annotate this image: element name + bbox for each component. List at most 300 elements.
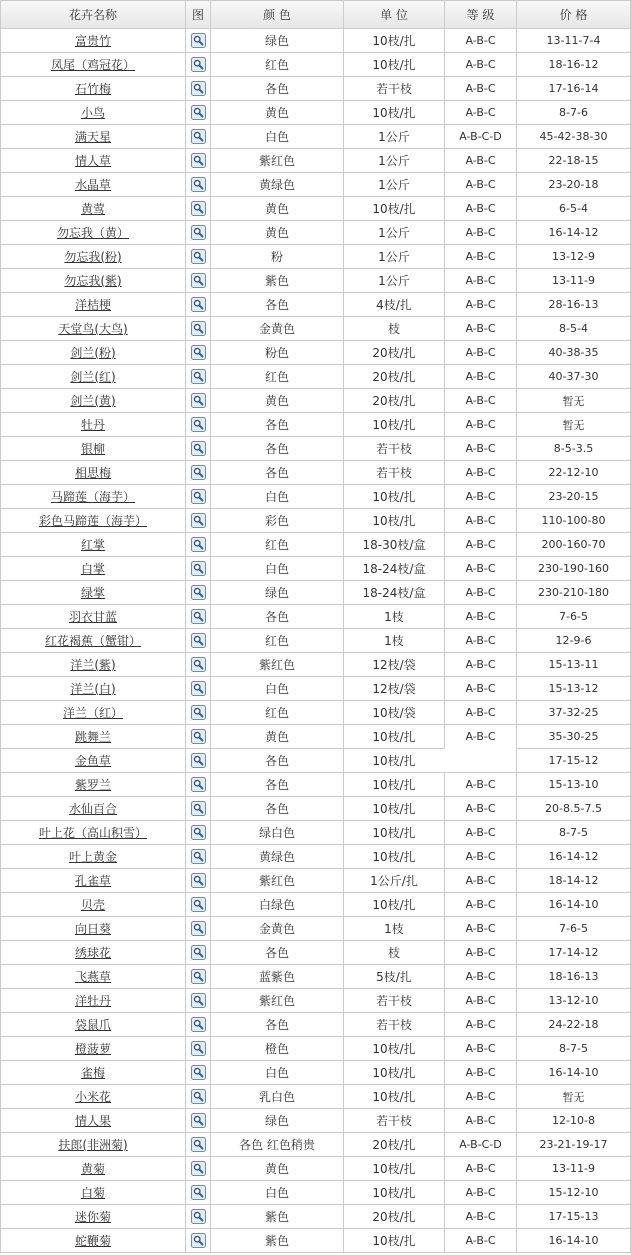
color-cell: 黄色 [211, 1157, 344, 1181]
grade-cell: A-B-C [445, 293, 517, 317]
color-cell: 白色 [211, 557, 344, 581]
flower-name-link[interactable]: 牡丹 [80, 418, 105, 432]
table-row [1, 269, 631, 293]
color-cell: 绿白色 [211, 821, 344, 845]
magnifier-icon[interactable] [191, 225, 206, 240]
color-cell: 红色 [211, 701, 344, 725]
flower-name-link[interactable]: 情人果 [74, 1114, 111, 1128]
unit-cell: 1公斤 [344, 221, 445, 245]
flower-name-link[interactable]: 向日葵 [74, 922, 111, 936]
table-row [1, 149, 631, 173]
unit-cell: 1公斤 [344, 125, 445, 149]
picture-cell [186, 605, 211, 629]
grade-cell: A-B-C [445, 149, 517, 173]
color-cell: 白色 [211, 125, 344, 149]
price-cell: 22-12-10 [517, 461, 631, 485]
unit-cell: 12枝/袋 [344, 653, 445, 677]
grade-cell: A-B-C [445, 1061, 517, 1085]
picture-cell [186, 773, 211, 797]
magnifier-icon[interactable] [191, 201, 206, 216]
flower-name-link[interactable]: 洋兰（红） [62, 706, 123, 720]
flower-name-link[interactable]: 彩色马蹄莲（海芋） [38, 514, 147, 528]
unit-cell: 10枝/扎 [344, 53, 445, 77]
flower-name-link[interactable]: 跳舞兰 [74, 730, 111, 744]
magnifier-icon[interactable] [191, 753, 206, 768]
flower-name-link[interactable]: 白菊 [80, 1186, 105, 1200]
flower-name-link[interactable]: 剑兰(红) [70, 370, 116, 384]
table-row [1, 917, 631, 941]
picture-cell [186, 317, 211, 341]
picture-cell [186, 269, 211, 293]
flower-name-cell [1, 1037, 186, 1061]
flower-name-cell [1, 989, 186, 1013]
grade-cell: A-B-C [445, 197, 517, 221]
picture-cell [186, 29, 211, 53]
picture-cell [186, 581, 211, 605]
flower-name-link[interactable]: 贝壳 [80, 898, 105, 912]
magnifier-icon[interactable] [191, 609, 206, 624]
picture-cell [186, 485, 211, 509]
magnifier-icon[interactable] [191, 369, 206, 384]
price-cell: 8-7-6 [517, 101, 631, 125]
magnifier-icon[interactable] [191, 249, 206, 264]
table-row [1, 677, 631, 701]
table-row [1, 245, 631, 269]
magnifier-icon[interactable] [191, 945, 206, 960]
magnifier-icon[interactable] [191, 129, 206, 144]
unit-cell: 20枝/扎 [344, 389, 445, 413]
price-cell: 22-18-15 [517, 149, 631, 173]
flower-name-cell [1, 941, 186, 965]
flower-name-link[interactable]: 红掌 [80, 538, 105, 552]
flower-name-link[interactable]: 马蹄莲（海芋） [50, 490, 135, 504]
flower-name-cell [1, 149, 186, 173]
magnifier-icon[interactable] [191, 1065, 206, 1080]
picture-cell [186, 173, 211, 197]
flower-name-link[interactable]: 洋牡丹 [74, 994, 111, 1008]
flower-name-link[interactable]: 孔雀草 [74, 874, 111, 888]
price-cell: 8-7-5 [517, 821, 631, 845]
price-cell: 40-37-30 [517, 365, 631, 389]
picture-cell [186, 533, 211, 557]
magnifier-icon[interactable] [191, 777, 206, 792]
flower-name-cell [1, 1061, 186, 1085]
magnifier-icon[interactable] [191, 489, 206, 504]
price-cell: 13-11-7-4 [517, 29, 631, 53]
color-cell: 红色 [211, 53, 344, 77]
table-row [1, 941, 631, 965]
price-cell: 230-210-180 [517, 581, 631, 605]
grade-cell [445, 749, 517, 773]
unit-cell: 枝 [344, 317, 445, 341]
grade-cell: A-B-C [445, 1205, 517, 1229]
grade-cell: A-B-C [445, 1229, 517, 1253]
price-cell: 40-38-35 [517, 341, 631, 365]
flower-name-cell [1, 293, 186, 317]
magnifier-icon[interactable] [191, 105, 206, 120]
flower-name-cell [1, 749, 186, 773]
color-cell: 黄色 [211, 197, 344, 221]
unit-cell: 10枝/扎 [344, 845, 445, 869]
grade-cell: A-B-C [445, 989, 517, 1013]
picture-cell [186, 797, 211, 821]
flower-name-link[interactable]: 小米花 [74, 1090, 111, 1104]
picture-cell [186, 1157, 211, 1181]
flower-name-link[interactable]: 黄菊 [80, 1162, 105, 1176]
magnifier-icon[interactable] [191, 561, 206, 576]
flower-name-link[interactable]: 剑兰(黄) [70, 394, 116, 408]
flower-name-link[interactable]: 情人草 [74, 154, 111, 168]
price-cell: 15-13-12 [517, 677, 631, 701]
color-cell: 各色 [211, 77, 344, 101]
color-cell: 乳白色 [211, 1085, 344, 1109]
grade-cell: A-B-C [445, 605, 517, 629]
table-row [1, 317, 631, 341]
magnifier-icon[interactable] [191, 585, 206, 600]
flower-name-link[interactable]: 小鸟 [80, 106, 105, 120]
flower-name-link[interactable]: 洋兰(紫) [70, 658, 116, 672]
magnifier-icon[interactable] [191, 825, 206, 840]
price-cell: 17-14-12 [517, 941, 631, 965]
unit-cell: 枝 [344, 941, 445, 965]
magnifier-icon[interactable] [191, 537, 206, 552]
flower-name-link[interactable]: 叶上花（高山积雪） [38, 826, 147, 840]
flower-name-link[interactable]: 羽衣甘蓝 [68, 610, 117, 624]
grade-cell: A-B-C [445, 1037, 517, 1061]
flower-name-cell [1, 53, 186, 77]
price-cell: 16-14-10 [517, 1061, 631, 1085]
magnifier-icon[interactable] [191, 345, 206, 360]
grade-cell: A-B-C [445, 581, 517, 605]
magnifier-icon[interactable] [191, 873, 206, 888]
grade-cell: A-B-C [445, 389, 517, 413]
grade-cell: A-B-C-D [445, 125, 517, 149]
price-cell: 18-16-13 [517, 965, 631, 989]
unit-cell: 10枝/扎 [344, 1181, 445, 1205]
flower-name-link[interactable]: 金鱼草 [74, 754, 111, 768]
unit-cell: 20枝/扎 [344, 365, 445, 389]
flower-name-link[interactable]: 飞燕草 [74, 970, 111, 984]
unit-cell: 10枝/扎 [344, 485, 445, 509]
color-cell: 黄色 [211, 389, 344, 413]
unit-cell: 10枝/袋 [344, 701, 445, 725]
magnifier-icon[interactable] [191, 849, 206, 864]
magnifier-icon[interactable] [191, 657, 206, 672]
table-row [1, 869, 631, 893]
magnifier-icon[interactable] [191, 1113, 206, 1128]
table-row [1, 461, 631, 485]
table-row [1, 845, 631, 869]
grade-cell: A-B-C [445, 413, 517, 437]
unit-cell: 1枝 [344, 917, 445, 941]
picture-cell [186, 821, 211, 845]
picture-cell [186, 941, 211, 965]
picture-cell [186, 1013, 211, 1037]
magnifier-icon[interactable] [191, 1089, 206, 1104]
picture-cell [186, 653, 211, 677]
magnifier-icon[interactable] [191, 1041, 206, 1056]
grade-cell: A-B-C [445, 437, 517, 461]
table-row [1, 197, 631, 221]
magnifier-icon[interactable] [191, 1137, 206, 1152]
flower-name-link[interactable]: 满天星 [74, 130, 111, 144]
picture-cell [186, 245, 211, 269]
magnifier-icon[interactable] [191, 81, 206, 96]
flower-name-link[interactable]: 银柳 [80, 442, 105, 456]
flower-name-link[interactable]: 勿忘我(粉) [64, 250, 122, 264]
table-row [1, 629, 631, 653]
magnifier-icon[interactable] [191, 897, 206, 912]
unit-cell: 18-24枝/盒 [344, 581, 445, 605]
magnifier-icon[interactable] [191, 417, 206, 432]
flower-name-link[interactable]: 天堂鸟(大鸟) [58, 322, 128, 336]
magnifier-icon[interactable] [191, 393, 206, 408]
table-body [1, 29, 631, 1253]
flower-name-link[interactable]: 雀梅 [80, 1066, 105, 1080]
magnifier-icon[interactable] [191, 33, 206, 48]
picture-cell [186, 221, 211, 245]
grade-cell: A-B-C [445, 461, 517, 485]
magnifier-icon[interactable] [191, 153, 206, 168]
magnifier-icon[interactable] [191, 57, 206, 72]
picture-cell [186, 1229, 211, 1253]
flower-name-link[interactable]: 袋鼠爪 [74, 1018, 111, 1032]
unit-cell: 若干枝 [344, 461, 445, 485]
flower-name-link[interactable]: 蛇鞭菊 [74, 1234, 111, 1248]
price-cell: 7-6-5 [517, 605, 631, 629]
magnifier-icon[interactable] [191, 705, 206, 720]
table-row [1, 533, 631, 557]
flower-name-link[interactable]: 石竹梅 [74, 82, 111, 96]
grade-cell: A-B-C [445, 269, 517, 293]
flower-name-link[interactable]: 红花褐蕉（蟹钳） [44, 634, 141, 648]
magnifier-icon[interactable] [191, 633, 206, 648]
price-cell: 暂无 [517, 413, 631, 437]
flower-name-link[interactable]: 白掌 [80, 562, 105, 576]
color-cell: 绿色 [211, 29, 344, 53]
unit-cell: 20枝/扎 [344, 341, 445, 365]
magnifier-icon[interactable] [191, 729, 206, 744]
flower-name-link[interactable]: 扶郎(非洲菊) [58, 1138, 128, 1152]
grade-cell: A-B-C [445, 341, 517, 365]
unit-cell: 10枝/扎 [344, 1061, 445, 1085]
grade-cell: A-B-C [445, 893, 517, 917]
color-cell: 紫红色 [211, 869, 344, 893]
picture-cell [186, 1181, 211, 1205]
price-cell: 18-16-12 [517, 53, 631, 77]
magnifier-icon[interactable] [191, 921, 206, 936]
color-cell: 绿色 [211, 581, 344, 605]
magnifier-icon[interactable] [191, 1209, 206, 1224]
unit-cell: 1公斤 [344, 149, 445, 173]
flower-name-cell [1, 773, 186, 797]
flower-name-cell [1, 437, 186, 461]
unit-cell: 10枝/扎 [344, 1037, 445, 1061]
flower-name-link[interactable]: 富贵竹 [74, 34, 111, 48]
table-row [1, 989, 631, 1013]
flower-name-link[interactable]: 叶上黄金 [68, 850, 117, 864]
picture-cell [186, 1133, 211, 1157]
magnifier-icon[interactable] [191, 1017, 206, 1032]
column-header-price: 价 格 [517, 1, 631, 29]
magnifier-icon[interactable] [191, 273, 206, 288]
color-cell: 各色 [211, 941, 344, 965]
picture-cell [186, 1109, 211, 1133]
flower-name-link[interactable]: 绿掌 [80, 586, 105, 600]
price-cell: 暂无 [517, 1085, 631, 1109]
magnifier-icon[interactable] [191, 177, 206, 192]
price-cell: 37-32-25 [517, 701, 631, 725]
flower-name-link[interactable]: 凤尾（鸡冠花） [50, 58, 135, 72]
picture-cell [186, 1037, 211, 1061]
table-row [1, 893, 631, 917]
table-row [1, 101, 631, 125]
grade-cell: A-B-C [445, 245, 517, 269]
magnifier-icon[interactable] [191, 969, 206, 984]
table-row [1, 1133, 631, 1157]
price-cell: 13-11-9 [517, 269, 631, 293]
magnifier-icon[interactable] [191, 1161, 206, 1176]
color-cell: 各色 [211, 413, 344, 437]
flower-name-link[interactable]: 剑兰(粉) [70, 346, 116, 360]
color-cell: 紫色 [211, 1205, 344, 1229]
picture-cell [186, 749, 211, 773]
table-row [1, 509, 631, 533]
color-cell: 各色 [211, 437, 344, 461]
price-cell: 8-5-4 [517, 317, 631, 341]
color-cell: 红色 [211, 533, 344, 557]
unit-cell: 10枝/扎 [344, 197, 445, 221]
picture-cell [186, 197, 211, 221]
table-row [1, 125, 631, 149]
flower-name-cell [1, 1229, 186, 1253]
flower-name-link[interactable]: 水仙百合 [68, 802, 117, 816]
grade-cell: A-B-C [445, 677, 517, 701]
flower-name-link[interactable]: 绣球花 [74, 946, 111, 960]
magnifier-icon[interactable] [191, 993, 206, 1008]
flower-name-link[interactable]: 水晶草 [74, 178, 111, 192]
flower-name-cell [1, 173, 186, 197]
flower-name-link[interactable]: 勿忘我（黄） [56, 226, 129, 240]
flower-name-link[interactable]: 橙菠萝 [74, 1042, 111, 1056]
magnifier-icon[interactable] [191, 297, 206, 312]
color-cell: 紫色 [211, 269, 344, 293]
table-row [1, 557, 631, 581]
flower-name-cell [1, 413, 186, 437]
flower-name-link[interactable]: 洋兰(白) [70, 682, 116, 696]
magnifier-icon[interactable] [191, 1233, 206, 1248]
column-header-name: 花卉名称 [1, 1, 186, 29]
table-row [1, 797, 631, 821]
color-cell: 各色 [211, 461, 344, 485]
flower-name-cell [1, 605, 186, 629]
flower-name-cell [1, 701, 186, 725]
magnifier-icon[interactable] [191, 321, 206, 336]
grade-cell: A-B-C [445, 1157, 517, 1181]
flower-name-cell [1, 341, 186, 365]
table-row [1, 821, 631, 845]
color-cell: 金黄色 [211, 317, 344, 341]
flower-name-cell [1, 965, 186, 989]
unit-cell: 若干枝 [344, 77, 445, 101]
price-cell: 35-30-25 [517, 725, 631, 749]
table-row [1, 29, 631, 53]
unit-cell: 1公斤 [344, 173, 445, 197]
flower-name-cell [1, 125, 186, 149]
grade-cell: A-B-C-D [445, 1133, 517, 1157]
grade-cell: A-B-C [445, 509, 517, 533]
column-header-color: 颜 色 [211, 1, 344, 29]
price-cell: 12-9-6 [517, 629, 631, 653]
picture-cell [186, 1085, 211, 1109]
unit-cell: 1公斤 [344, 269, 445, 293]
unit-cell: 5枝/扎 [344, 965, 445, 989]
price-cell: 8-7-5 [517, 1037, 631, 1061]
price-cell: 20-8.5-7.5 [517, 797, 631, 821]
unit-cell: 1公斤 [344, 245, 445, 269]
unit-cell: 10枝/扎 [344, 29, 445, 53]
color-cell: 紫红色 [211, 989, 344, 1013]
price-cell: 13-11-9 [517, 1157, 631, 1181]
magnifier-icon[interactable] [191, 801, 206, 816]
color-cell: 紫色 [211, 1229, 344, 1253]
unit-cell: 12枝/袋 [344, 677, 445, 701]
flower-name-cell [1, 797, 186, 821]
unit-cell: 10枝/扎 [344, 893, 445, 917]
magnifier-icon[interactable] [191, 681, 206, 696]
magnifier-icon[interactable] [191, 1185, 206, 1200]
color-cell: 红色 [211, 365, 344, 389]
color-cell: 黄色 [211, 101, 344, 125]
color-cell: 紫红色 [211, 149, 344, 173]
picture-cell [186, 725, 211, 749]
flower-name-link[interactable]: 洋桔梗 [74, 298, 111, 312]
flower-name-cell [1, 245, 186, 269]
price-cell: 17-15-13 [517, 1205, 631, 1229]
table-row [1, 173, 631, 197]
grade-cell: A-B-C [445, 557, 517, 581]
table-row [1, 77, 631, 101]
flower-name-link[interactable]: 黄莺 [80, 202, 105, 216]
unit-cell: 10枝/扎 [344, 749, 445, 773]
flower-name-cell [1, 365, 186, 389]
flower-name-cell [1, 461, 186, 485]
flower-name-link[interactable]: 相思梅 [74, 466, 111, 480]
flower-name-cell [1, 845, 186, 869]
grade-cell: A-B-C [445, 869, 517, 893]
color-cell: 白色 [211, 1181, 344, 1205]
table-row [1, 653, 631, 677]
unit-cell: 18-24枝/盒 [344, 557, 445, 581]
flower-name-cell [1, 653, 186, 677]
table-row [1, 605, 631, 629]
magnifier-icon[interactable] [191, 465, 206, 480]
flower-name-link[interactable]: 勿忘我(紫) [64, 274, 122, 288]
grade-cell: A-B-C [445, 701, 517, 725]
flower-name-cell [1, 917, 186, 941]
flower-name-link[interactable]: 迷你菊 [74, 1210, 111, 1224]
magnifier-icon[interactable] [191, 513, 206, 528]
picture-cell [186, 389, 211, 413]
flower-name-cell [1, 1205, 186, 1229]
magnifier-icon[interactable] [191, 441, 206, 456]
price-cell: 18-14-12 [517, 869, 631, 893]
table-row [1, 437, 631, 461]
grade-cell: A-B-C [445, 365, 517, 389]
price-cell: 15-13-10 [517, 773, 631, 797]
color-cell: 粉色 [211, 341, 344, 365]
flower-name-link[interactable]: 紫罗兰 [74, 778, 111, 792]
